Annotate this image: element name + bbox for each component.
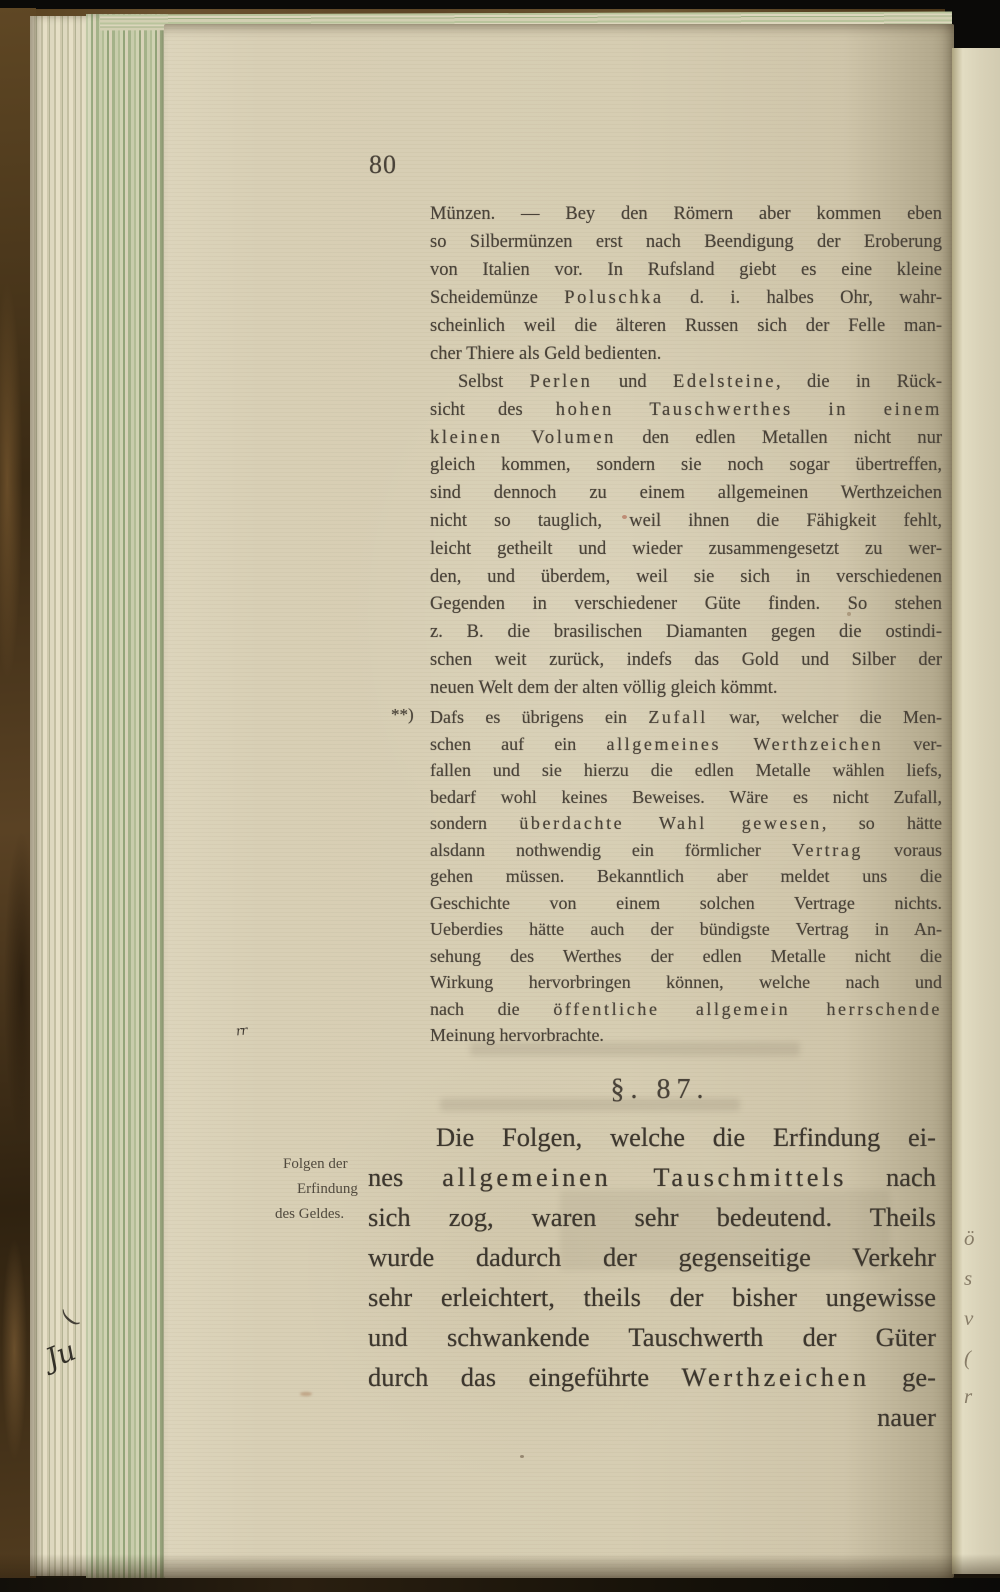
text-run: d. i. halbes Ohr, wahr- bbox=[663, 288, 942, 308]
facing-page-partial-letters bbox=[958, 0, 1000, 1592]
text-run: bedarf wohl keines Beweises. Wäre es nicht Zufall, bbox=[430, 786, 942, 807]
text-run: und schwankende Tauschwerth der Güter bbox=[368, 1322, 936, 1352]
letterspaced-text: Perlen bbox=[529, 372, 593, 392]
text-run: Die Folgen, welche die Erfindung ei- bbox=[436, 1122, 936, 1152]
text-run: Ueberdies hätte auch der bündigste Vertrag in An- bbox=[430, 919, 942, 939]
text-run: scheinlich weil die älteren Russen sich der Felle man- bbox=[430, 316, 942, 336]
text-run: ge- bbox=[869, 1362, 936, 1392]
handwritten-scribble: rr bbox=[235, 1023, 248, 1040]
text-run: leicht getheilt und wieder zusammengesetzt zu wer- bbox=[430, 538, 942, 559]
letterspaced-text: allgemeines Werthzeichen bbox=[606, 733, 884, 754]
edge-letter: ( bbox=[964, 1346, 971, 1370]
section-heading: §. 87. bbox=[610, 1074, 710, 1105]
text-run: schen weit zurück, indefs das Gold und Silber der bbox=[430, 649, 942, 670]
text-run: so Silbermünzen erst nach Beendigung der Eroberung bbox=[430, 232, 942, 252]
text-run: Geschichte von einem solchen Vertrage nichts. bbox=[430, 892, 942, 913]
text-run: den edlen Metallen nicht nur bbox=[615, 427, 942, 448]
text-run: sind dennoch zu einem allgemeinen Werthzeichen bbox=[430, 483, 942, 504]
letterspaced-text: öffentliche allgemein herrschende bbox=[553, 998, 943, 1019]
letterspaced-text: überdachte Wahl gewesen bbox=[519, 813, 822, 833]
page-number: 80 bbox=[369, 150, 397, 179]
text-run: voraus bbox=[863, 839, 942, 860]
text-run: nach bbox=[847, 1162, 936, 1192]
letterspaced-text: Vertrag bbox=[791, 839, 864, 860]
edge-letter: v bbox=[964, 1306, 974, 1330]
text-run: Münzen. — Bey den Römern aber kommen eben bbox=[430, 204, 942, 224]
edge-letter: ö bbox=[964, 1226, 975, 1250]
text-run: Wirkung hervorbringen können, welche nach und bbox=[430, 972, 942, 992]
text-run: z. B. die brasilischen Diamanten gegen die ostindi- bbox=[430, 622, 942, 643]
text-run: nauer bbox=[877, 1402, 936, 1432]
letterspaced-text: Zufall bbox=[648, 707, 708, 727]
text-run: cher Thiere als Geld bedienten. bbox=[430, 344, 662, 364]
text-run: , die in Rück- bbox=[776, 372, 942, 392]
text-run: sondern bbox=[430, 813, 520, 833]
footnote-marker: **) bbox=[391, 705, 414, 724]
text-run: sicht des bbox=[430, 399, 556, 420]
letterspaced-text: Poluschka bbox=[564, 288, 664, 308]
letterspaced-text: Edelsteine bbox=[672, 372, 777, 392]
text-run: Meinung hervorbrachte. bbox=[430, 1025, 604, 1045]
text-run: nes bbox=[368, 1162, 443, 1192]
letterspaced-text: Werthzeichen bbox=[681, 1362, 870, 1392]
text-run: Scheidemünze bbox=[430, 288, 565, 308]
footnote-text bbox=[430, 707, 942, 1052]
text-run: von Italien vor. In Rufsland giebt es eine kleine bbox=[430, 260, 942, 280]
letterspaced-text: allgemeinen Tauschmittels bbox=[442, 1162, 848, 1192]
handwritten-flourish: ) bbox=[56, 1308, 86, 1330]
text-run: sehung des Werthes der edlen Metalle nicht die bbox=[430, 945, 942, 966]
book-bottom-edge bbox=[0, 1578, 1000, 1592]
text-run: und bbox=[592, 372, 673, 392]
text-run: , so hätte bbox=[821, 813, 942, 833]
text-run: nach die bbox=[430, 998, 554, 1019]
text-run: fallen und sie hierzu die edlen Metalle wählen liefs, bbox=[430, 760, 942, 780]
bottom-shadow bbox=[0, 1554, 1000, 1580]
text-run: schen auf ein bbox=[430, 733, 607, 754]
text-run: Gegenden in verschiedener Güte finden. So stehen bbox=[430, 594, 942, 615]
handwritten-mark: Ju bbox=[40, 1333, 81, 1376]
text-run: war, welcher die Men- bbox=[707, 707, 942, 727]
margin-note-line: Erfindung bbox=[297, 1181, 358, 1197]
text-run: wurde dadurch der gegenseitige Verkehr bbox=[368, 1242, 936, 1272]
section-paragraph bbox=[368, 1122, 936, 1442]
page-edge-stack-green bbox=[86, 14, 168, 1580]
text-run: den, und überdem, weil sie sich in verschiedenen bbox=[430, 566, 942, 587]
margin-note-line: Folgen der bbox=[283, 1156, 348, 1172]
text-run: gehen müssen. Bekanntlich aber meldet uns die bbox=[430, 866, 942, 886]
text-run: nicht so tauglich, weil ihnen die Fähigkeit fehlt, bbox=[430, 510, 942, 531]
paper-fleck bbox=[300, 1392, 312, 1396]
text-run: Dafs es übrigens ein bbox=[430, 707, 649, 727]
edge-letter: s bbox=[964, 1266, 973, 1290]
text-run: sehr erleichtert, theils der bisher ungewisse bbox=[368, 1282, 936, 1312]
text-run: ver- bbox=[883, 733, 942, 754]
text-run: gleich kommen, sondern sie noch sogar übertreffen, bbox=[430, 455, 942, 476]
body-paragraph-pearls bbox=[430, 372, 942, 706]
text-run: alsdann nothwendig ein förmlicher bbox=[430, 839, 792, 860]
edge-letter: r bbox=[964, 1384, 973, 1408]
body-paragraph-coins bbox=[430, 204, 942, 372]
letterspaced-text: hohen Tauschwerthes in einem bbox=[555, 399, 943, 420]
paper-fleck bbox=[520, 1455, 524, 1458]
margin-note-line: des Geldes. bbox=[275, 1206, 345, 1222]
letterspaced-text: kleinen Volumen bbox=[430, 427, 616, 448]
text-run: neuen Welt dem der alten völlig gleich kömmt. bbox=[430, 677, 778, 698]
text-run: Selbst bbox=[458, 372, 530, 392]
text-run: sich zog, waren sehr bedeutend. Theils bbox=[368, 1202, 936, 1232]
text-run: durch das eingeführte bbox=[368, 1362, 682, 1392]
margin-note bbox=[275, 1152, 379, 1227]
